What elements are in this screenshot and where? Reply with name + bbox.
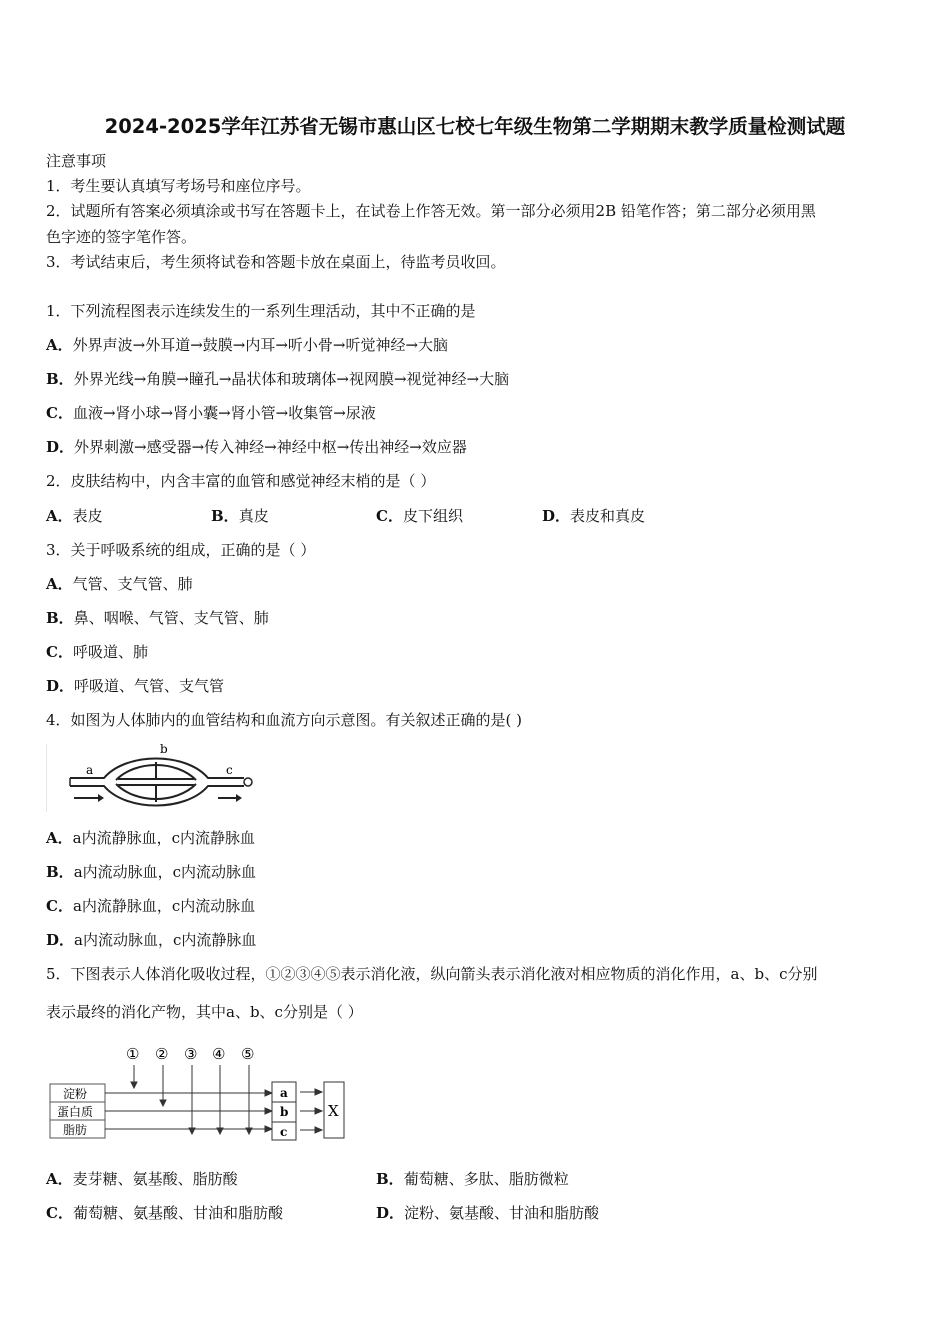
digestion-diagram <box>46 1044 350 1144</box>
option-label: D． <box>376 1204 405 1222</box>
pulmonary-vessel-diagram <box>46 742 256 814</box>
q1-option-a[interactable] <box>46 335 448 355</box>
notice-item: 3．考试结束后，考生须将试卷和答题卡放在桌面上，待监考员收回。 <box>46 253 506 271</box>
notice-item: 色字迹的签字笔作答。 <box>46 228 197 246</box>
option-label: A． <box>46 575 73 593</box>
option-label: B． <box>46 609 74 627</box>
option-text: 真皮 <box>238 507 269 525</box>
q4-option-c[interactable] <box>46 896 255 916</box>
option-label: D． <box>46 438 75 456</box>
option-text: 呼吸道、肺 <box>72 643 148 661</box>
q5-option-a[interactable] <box>46 1169 238 1189</box>
option-text: 呼吸道、气管、支气管 <box>74 677 225 695</box>
q2-option-c[interactable] <box>376 506 463 526</box>
option-label: C． <box>46 643 73 661</box>
q3-option-d[interactable] <box>46 676 224 696</box>
label-b: b <box>160 742 168 756</box>
juice-2: ② <box>155 1045 169 1063</box>
option-text: a内流动脉血，c内流动脉血 <box>73 863 257 881</box>
option-label: B． <box>211 507 239 525</box>
q3-option-c[interactable] <box>46 642 148 662</box>
option-label: D． <box>46 677 75 695</box>
option-label: A． <box>46 829 73 847</box>
q1-option-d[interactable] <box>46 437 467 457</box>
product-b: b <box>280 1105 289 1119</box>
question-5-stem: 5．下图表示人体消化吸收过程，①②③④⑤表示消化液，纵向箭头表示消化液对相应物质的消化作用，a、b、c分别 <box>46 965 818 983</box>
question-3-stem: 3．关于呼吸系统的组成，正确的是（ ） <box>46 541 316 559</box>
question-2-stem: 2．皮肤结构中，内含丰富的血管和感觉神经末梢的是（ ） <box>46 472 436 490</box>
option-text: 表皮 <box>72 507 103 525</box>
option-text: 麦芽糖、氨基酸、脂肪酸 <box>72 1170 238 1188</box>
option-text: 淀粉、氨基酸、甘油和脂肪酸 <box>404 1204 600 1222</box>
q1-option-c[interactable] <box>46 403 376 423</box>
option-label: A． <box>46 507 73 525</box>
option-text: 皮下组织 <box>402 507 463 525</box>
option-label: B． <box>46 370 74 388</box>
label-a: a <box>86 763 94 777</box>
option-label: D． <box>542 507 571 525</box>
option-text: 血液→肾小球→肾小囊→肾小管→收集管→尿液 <box>72 404 376 422</box>
substance-fat: 脂肪 <box>63 1123 88 1137</box>
notice-item: 2．试题所有答案必须填涂或书写在答题卡上，在试卷上作答无效。第一部分必须用2B 铅笔作答；第二部分必须用黑 <box>46 202 816 220</box>
option-label: A． <box>46 1170 73 1188</box>
notice-item: 1．考生要认真填写考场号和座位序号。 <box>46 177 311 195</box>
label-c: c <box>226 763 233 777</box>
q4-option-d[interactable] <box>46 930 256 950</box>
substance-protein: 蛋白质 <box>57 1105 94 1119</box>
option-text: a内流静脉血，c内流静脉血 <box>72 829 255 847</box>
q2-option-b[interactable] <box>211 506 269 526</box>
q5-option-c[interactable] <box>46 1203 283 1223</box>
juice-1: ① <box>126 1045 140 1063</box>
question-4-stem: 4．如图为人体肺内的血管结构和血流方向示意图。有关叙述正确的是( ) <box>46 711 523 729</box>
juice-4: ④ <box>212 1045 226 1063</box>
option-label: D． <box>46 931 75 949</box>
notice-heading: 注意事项 <box>46 152 107 170</box>
option-text: 鼻、咽喉、气管、支气管、肺 <box>73 609 269 627</box>
q4-option-b[interactable] <box>46 862 256 882</box>
option-text: 气管、支气管、肺 <box>72 575 193 593</box>
product-a: a <box>280 1086 288 1100</box>
option-label: B． <box>376 1170 404 1188</box>
juice-5: ⑤ <box>241 1045 255 1063</box>
option-text: a内流静脉血，c内流动脉血 <box>72 897 256 915</box>
option-label: C． <box>46 1204 73 1222</box>
option-label: C． <box>46 897 73 915</box>
page-title: 2024-2025学年江苏省无锡市惠山区七校七年级生物第二学期期末教学质量检测试题 <box>104 115 846 138</box>
q4-option-a[interactable] <box>46 828 255 848</box>
product-c: c <box>280 1125 288 1139</box>
q5-option-b[interactable] <box>376 1169 569 1189</box>
option-label: C． <box>376 507 403 525</box>
q2-option-a[interactable] <box>46 506 103 526</box>
q1-option-b[interactable] <box>46 369 509 389</box>
flow-arrow-in-head <box>98 794 104 802</box>
juice-3: ③ <box>184 1045 198 1063</box>
option-label: A． <box>46 336 73 354</box>
option-label: B． <box>46 863 74 881</box>
option-text: 表皮和真皮 <box>570 507 646 525</box>
q3-option-b[interactable] <box>46 608 269 628</box>
question-5-stem-cont: 表示最终的消化产物，其中a、b、c分别是（ ） <box>46 1003 363 1021</box>
substance-starch: 淀粉 <box>63 1087 88 1101</box>
option-text: 外界光线→角膜→瞳孔→晶状体和玻璃体→视网膜→视觉神经→大脑 <box>73 370 510 388</box>
q2-option-d[interactable] <box>542 506 645 526</box>
option-text: 外界刺激→感受器→传入神经→神经中枢→传出神经→效应器 <box>74 438 467 456</box>
q3-option-a[interactable] <box>46 574 193 594</box>
flow-arrow-out-head <box>236 794 242 802</box>
option-text: 葡萄糖、多肽、脂肪微粒 <box>403 1170 569 1188</box>
option-text: 外界声波→外耳道→鼓膜→内耳→听小骨→听觉神经→大脑 <box>72 336 449 354</box>
q5-option-d[interactable] <box>376 1203 599 1223</box>
option-text: a内流动脉血，c内流静脉血 <box>74 931 257 949</box>
organ-x: X <box>328 1102 339 1120</box>
option-text: 葡萄糖、氨基酸、甘油和脂肪酸 <box>72 1204 283 1222</box>
question-1-stem: 1．下列流程图表示连续发生的一系列生理活动，其中不正确的是 <box>46 302 476 320</box>
option-label: C． <box>46 404 73 422</box>
